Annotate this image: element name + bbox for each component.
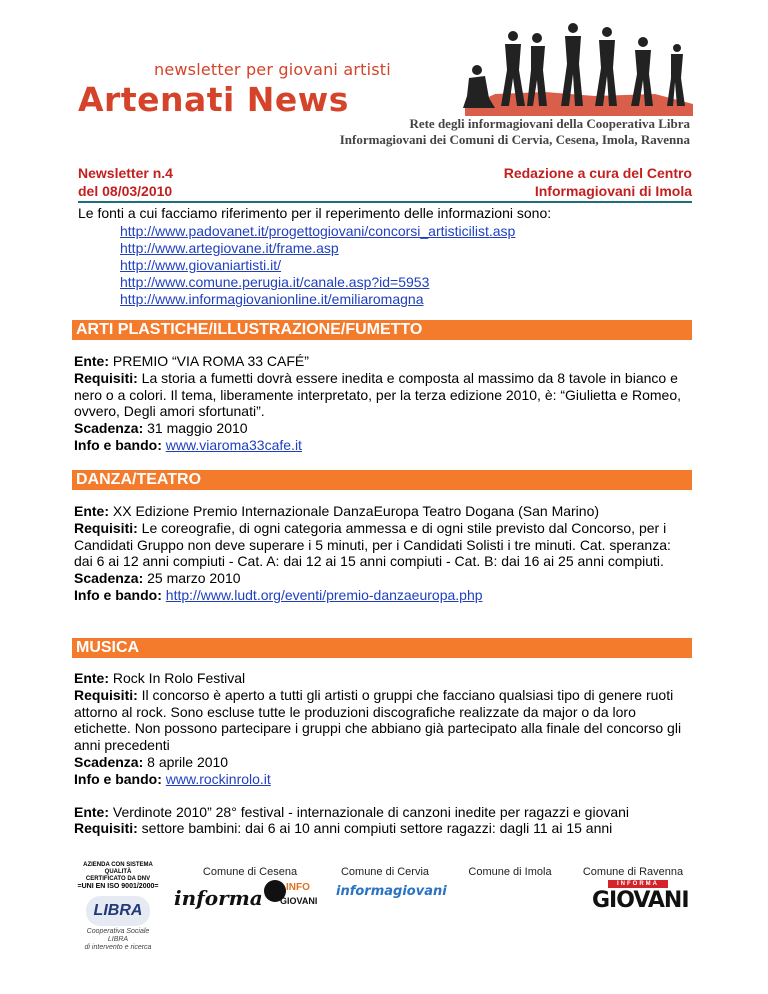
entry-requisiti	[74, 687, 692, 754]
entry-info	[74, 587, 692, 604]
entry-requisiti	[74, 520, 692, 570]
header-divider	[78, 201, 692, 203]
entry-scadenza	[74, 754, 692, 771]
libra-caption	[76, 928, 160, 952]
label-scadenza: Scadenza:	[74, 420, 144, 437]
label-scadenza: Scadenza:	[74, 570, 144, 587]
section-heading-arti: ARTI PLASTICHE/ILLUSTRAZIONE/FUMETTO	[72, 320, 692, 340]
label-ente: Ente:	[74, 803, 109, 820]
network-info	[300, 116, 690, 148]
entry-info	[74, 437, 692, 454]
entry-ente	[74, 804, 692, 821]
info-link[interactable]: http://www.ludt.org/eventi/premio-danzaeuropa.php	[165, 586, 483, 603]
editorial-line-2: Informagiovani di Imola	[534, 183, 692, 199]
comune-cervia-label: Comune di Cervia	[340, 866, 430, 878]
info-link[interactable]: www.rockinrolo.it	[165, 770, 271, 787]
scadenza-value: 8 aprile 2010	[147, 753, 229, 770]
network-line-1: Rete degli informagiovani della Cooperativa Libra	[409, 116, 690, 131]
newsletter-number: Newsletter n.4	[78, 165, 173, 181]
entry-scadenza	[74, 570, 692, 587]
comune-imola-label: Comune di Imola	[468, 866, 552, 878]
newsletter-title: Artenati News	[78, 80, 349, 119]
entry-requisiti	[74, 820, 692, 837]
section-heading-musica: MUSICA	[72, 638, 692, 658]
sources-intro: Le fonti a cui facciamo riferimento per il reperimento delle informazioni sono:	[78, 205, 552, 221]
source-link[interactable]: http://www.padovanet.it/progettogiovani/concorsi_artisticilist.asp	[120, 223, 516, 239]
libra-cert-line-1: AZIENDA CON SISTEMA QUALITÀ	[83, 862, 153, 875]
requisiti-value: La storia a fumetti dovrà essere inedita e composta al massimo da 8 tavole in bianco e nero o a colori. Il tema, liberamente interpretato, per la terza edizione 2010, è: “Giulietta e Romeo, ovvero, Degli amori sfortunati”.	[74, 369, 681, 420]
source-link[interactable]: http://www.comune.perugia.it/canale.asp?id=5953	[120, 274, 430, 290]
cervia-informagiovani-logo: informagiovani	[336, 884, 447, 899]
ente-value: Rock In Rolo Festival	[112, 670, 246, 686]
logo-informa-text: informa	[174, 886, 263, 910]
network-line-2: Informagiovani dei Comuni di Cervia, Cesena, Imola, Ravenna	[339, 132, 690, 147]
source-link[interactable]: http://www.artegiovane.it/frame.asp	[120, 240, 339, 256]
libra-cert-line-2: CERTIFICATO DA DNV	[85, 876, 151, 882]
libra-cert-line-3: =UNI EN ISO 9001/2000=	[77, 883, 159, 890]
section-body-danza	[74, 503, 692, 604]
label-info: Info e bando:	[74, 586, 162, 603]
newsletter-date: del 08/03/2010	[78, 183, 173, 199]
scadenza-value: 31 maggio 2010	[147, 420, 248, 437]
label-requisiti: Requisiti:	[74, 369, 138, 386]
cesena-informagiovani-logo	[172, 880, 322, 920]
ravenna-informagiovani-logo	[592, 880, 689, 916]
ente-value: PREMIO “VIA ROMA 33 CAFÉ”	[112, 353, 309, 369]
editorial-credit	[400, 164, 692, 200]
label-ente: Ente:	[74, 670, 109, 686]
scadenza-value: 25 marzo 2010	[147, 570, 241, 587]
comune-cesena-label: Comune di Cesena	[202, 866, 298, 878]
ente-value: XX Edizione Premio Internazionale DanzaEuropa Teatro Dogana (San Marino)	[112, 503, 600, 519]
libra-certification	[76, 862, 160, 890]
newsletter-subtitle: newsletter per giovani artisti	[154, 60, 391, 79]
logo-giovani-big: GIOVANI	[592, 888, 689, 913]
label-requisiti: Requisiti:	[74, 519, 138, 536]
logo-info-text: INFO	[286, 882, 310, 893]
ente-value: Verdinote 2010” 28° festival - internazionale di canzoni inedite per ragazzi e giovani	[112, 803, 630, 820]
silhouettes-figures	[455, 8, 695, 116]
label-ente: Ente:	[74, 353, 109, 369]
section-body-musica	[74, 670, 692, 837]
entry-scadenza	[74, 420, 692, 437]
requisiti-value: settore bambini: dai 6 ai 10 anni compiuti settore ragazzi: dagli 11 ai 15 anni	[141, 820, 613, 837]
section-body-arti	[74, 353, 692, 454]
libra-caption-line-1: Cooperativa Sociale LIBRA	[86, 928, 150, 943]
label-ente: Ente:	[74, 503, 109, 519]
label-requisiti: Requisiti:	[74, 820, 138, 837]
entry-ente	[74, 503, 692, 520]
requisiti-value: Le coreografie, di ogni categoria ammessa e di ogni stile previsto dal Concorso, per i Candidati Gruppo non deve superare i 5 minuti, per i Candidati Solisti i tre minuti. Cat. speranza: dai 6 ai 12 anni compiuti - Cat. A: dai 12 ai 15 anni compiuti - Cat. B: dai 16 ai 25 anni compiuti.	[74, 519, 671, 570]
entry-ente	[74, 353, 692, 370]
editorial-line-1: Redazione a cura del Centro	[503, 165, 692, 181]
label-requisiti: Requisiti:	[74, 686, 138, 703]
requisiti-value: Il concorso è aperto a tutti gli artisti o gruppi che facciano qualsiasi tipo di genere ruoti attorno al rock. Sono escluse tutte le produzioni discografiche realizzate da major o da loro etichette. Non possono partecipare i gruppi che abbiano già partecipato alla finale del concorso gli anni precedenti	[74, 686, 682, 754]
entry-info	[74, 771, 692, 788]
libra-logo: LIBRA	[86, 896, 150, 926]
label-info: Info e bando:	[74, 770, 162, 787]
entry-requisiti	[74, 370, 692, 420]
sources-list	[120, 223, 515, 308]
section-heading-danza: DANZA/TEATRO	[72, 470, 692, 490]
newsletter-issue	[78, 164, 173, 200]
libra-logo-block	[76, 862, 160, 952]
label-info: Info e bando:	[74, 436, 162, 453]
entry-ente	[74, 670, 692, 687]
info-link[interactable]: www.viaroma33cafe.it	[165, 436, 302, 453]
source-link[interactable]: http://www.informagiovanionline.it/emiliaromagna	[120, 291, 424, 307]
libra-caption-line-2: di intervento e ricerca	[84, 944, 152, 951]
source-link[interactable]: http://www.giovaniartisti.it/	[120, 257, 282, 273]
logo-informa-band: INFORMA	[608, 880, 668, 888]
label-scadenza: Scadenza:	[74, 753, 144, 770]
logo-giovani-text: GIOVANI	[280, 896, 318, 906]
comune-ravenna-label: Comune di Ravenna	[582, 866, 684, 878]
